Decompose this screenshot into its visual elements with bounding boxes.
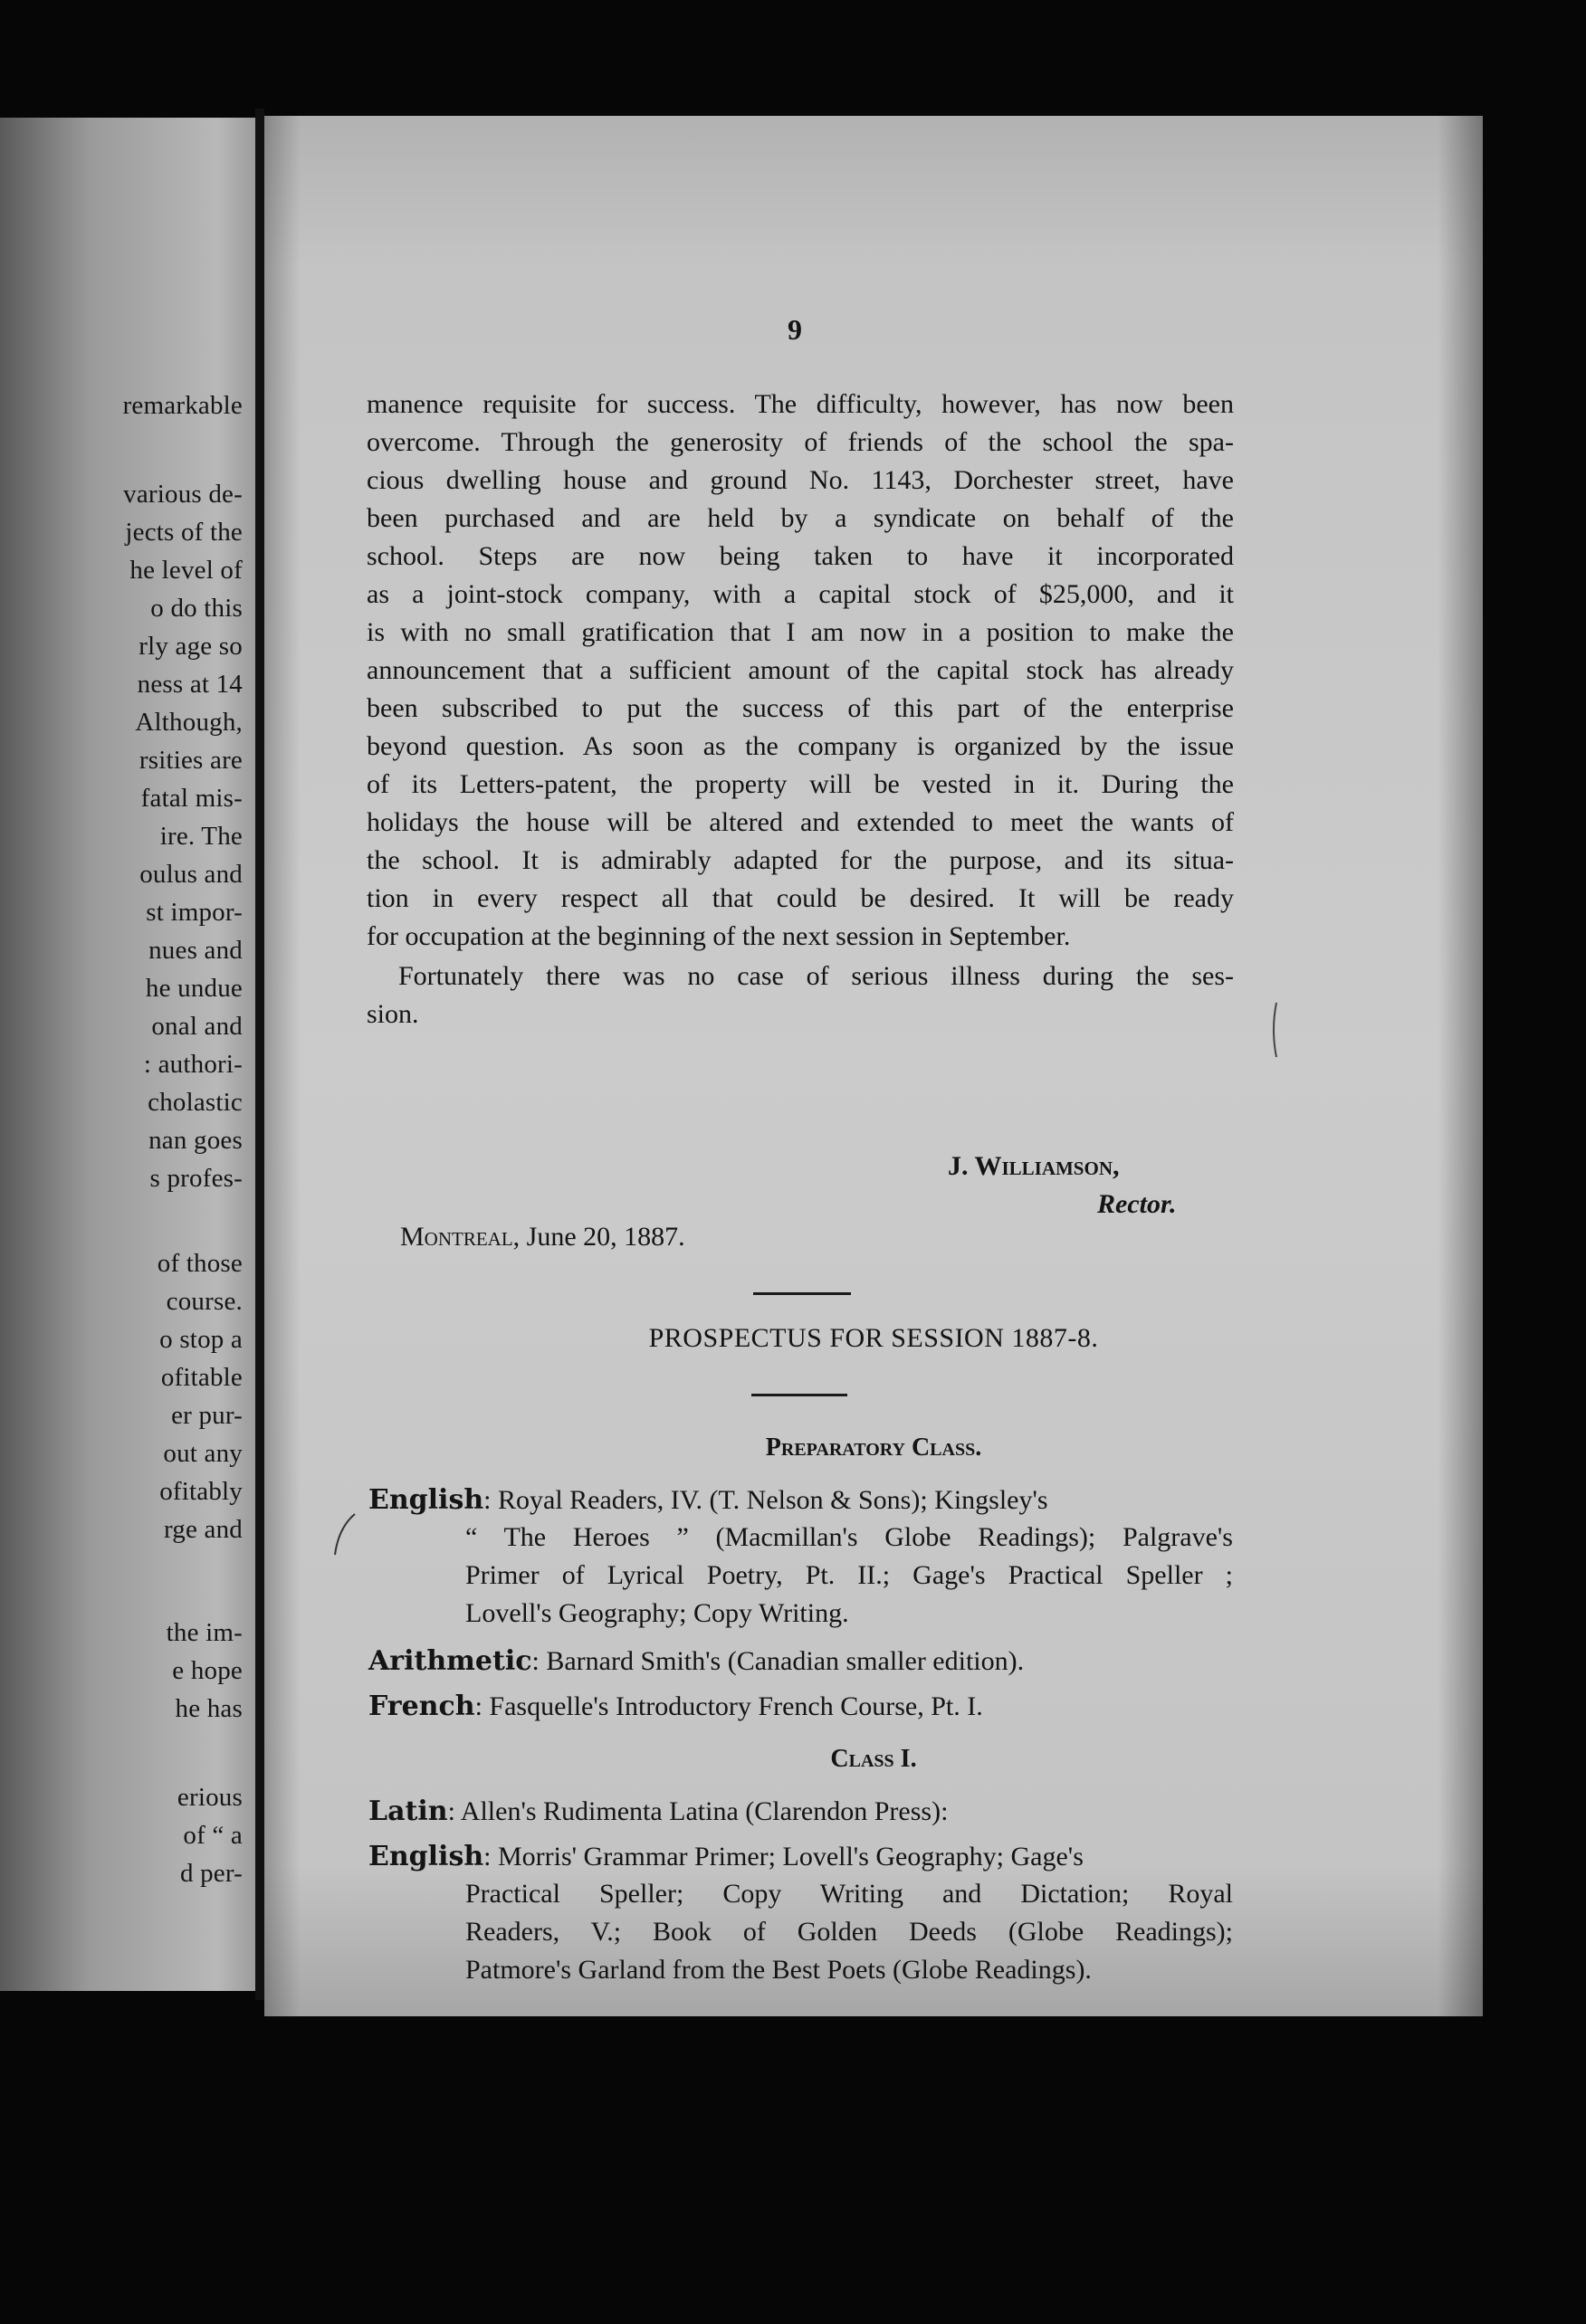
left-line: rsities are (139, 746, 243, 775)
left-line: he has (175, 1694, 243, 1723)
subject-label: Latin (368, 1795, 448, 1827)
left-line: Although, (135, 708, 243, 737)
dateline-place: Montreal, (400, 1222, 521, 1252)
entry-continuation: Lovell's Geography; Copy Writing. (465, 1598, 849, 1628)
left-line: ire. The (159, 822, 243, 851)
class-one-title: Class I. (830, 1745, 917, 1773)
left-line: he level of (129, 556, 243, 585)
entry-text: : Morris' Grammar Primer; Lovell's Geography; Gage's (483, 1842, 1084, 1872)
margin-pencil-mark (1274, 1003, 1276, 1057)
body-line: beyond question. As soon as the company is organized by the issue (367, 731, 1234, 761)
entry-text: : Fasquelle's Introductory French Course, Pt. I. (474, 1691, 983, 1721)
subject-label: French (368, 1691, 475, 1722)
body-line: for occupation at the beginning of the next session in September. (367, 921, 1071, 951)
entry-continuation: Practical Speller; Copy Writing and Dictation; Royal (465, 1879, 1233, 1909)
entry-continuation: Patmore's Garland from the Best Poets (Globe Readings). (465, 1955, 1092, 1985)
page-shadow-right (1438, 116, 1483, 2016)
body-line: announcement that a sufficient amount of the capital stock has already (367, 655, 1234, 685)
left-line: of “ a (183, 1821, 243, 1850)
signature-title: Rector. (1097, 1189, 1177, 1219)
left-line: onal and (151, 1012, 243, 1041)
left-line: remarkable (122, 391, 243, 420)
body-line: sion. (367, 999, 419, 1029)
left-line: cholastic (148, 1088, 243, 1117)
left-line: er pur- (171, 1401, 243, 1430)
left-line: he undue (145, 974, 243, 1003)
page-number: 9 (788, 313, 802, 346)
book-gutter (255, 109, 264, 2000)
left-line: various de- (123, 480, 243, 509)
left-line: of those (157, 1249, 243, 1278)
body-line: school. Steps are now being taken to have it incorporated (367, 541, 1234, 571)
margin-pencil-mark (335, 1514, 355, 1555)
left-line: out any (163, 1439, 243, 1468)
left-line: d per- (179, 1859, 243, 1888)
dateline (400, 1222, 685, 1252)
body-line: holidays the house will be altered and extended to meet the wants of (367, 807, 1234, 837)
entry-text: : Allen's Rudimenta Latina (Clarendon Press): (447, 1796, 949, 1826)
body-line: tion in every respect all that could be desired. It will be ready (367, 883, 1234, 913)
left-line: st impor- (146, 898, 243, 927)
left-line: rge and (163, 1515, 243, 1544)
dateline-date: June 20, 1887. (520, 1222, 685, 1252)
divider-rule (751, 1394, 847, 1396)
left-line: o stop a (159, 1325, 243, 1354)
body-line: been subscribed to put the success of this part of the enterprise (367, 693, 1234, 723)
left-line: course. (166, 1287, 243, 1316)
preparatory-arithmetic-entry (368, 1645, 1233, 1677)
left-line: nan goes (148, 1126, 243, 1155)
body-line: cious dwelling house and ground No. 1143, Dorchester street, have (367, 465, 1234, 495)
left-page-fragment (0, 118, 255, 1991)
page-9 (264, 116, 1483, 2016)
left-line: ofitably (159, 1477, 243, 1506)
subject-label: English (368, 1841, 484, 1872)
left-line: s profes- (149, 1164, 243, 1193)
body-line: overcome. Through the generosity of friends of the school the spa- (367, 427, 1234, 457)
left-line: o do this (150, 594, 243, 623)
entry-continuation: Primer of Lyrical Poetry, Pt. II.; Gage's Practical Speller ; (465, 1560, 1233, 1590)
entry-continuation: “ The Heroes ” (Macmillan's Globe Readings); Palgrave's (465, 1522, 1233, 1552)
left-line: ness at 14 (137, 670, 243, 699)
entry-continuation: Readers, V.; Book of Golden Deeds (Globe Readings); (465, 1917, 1233, 1947)
entry-text: : Royal Readers, IV. (T. Nelson & Sons); Kingsley's (483, 1485, 1048, 1515)
class-one-english-entry (368, 1841, 1233, 1872)
body-line: Fortunately there was no case of serious illness during the ses- (398, 961, 1234, 991)
left-line: fatal mis- (140, 784, 243, 813)
body-line: of its Letters-patent, the property will be vested in it. During the (367, 769, 1234, 799)
subject-label: Arithmetic (368, 1645, 532, 1677)
left-line: jects of the (125, 518, 243, 547)
left-line: : authori- (143, 1050, 243, 1079)
prospectus-heading: PROSPECTUS FOR SESSION 1887-8. (648, 1323, 1099, 1353)
body-line: the school. It is admirably adapted for the purpose, and its situa- (367, 845, 1234, 875)
preparatory-english-entry (368, 1484, 1233, 1516)
left-line: e hope (172, 1656, 243, 1685)
body-line: is with no small gratification that I am now in a position to make the (367, 617, 1234, 647)
divider-rule (753, 1292, 851, 1295)
class-one-latin-entry (368, 1795, 1233, 1827)
body-line: been purchased and are held by a syndicate on behalf of the (367, 503, 1234, 533)
left-line: the im- (166, 1618, 243, 1647)
left-line: rly age so (139, 632, 243, 661)
subject-label: English (368, 1484, 484, 1516)
page-shadow-left (264, 116, 301, 2016)
left-line: ofitable (160, 1363, 243, 1392)
preparatory-french-entry (368, 1691, 1233, 1722)
left-line: nues and (148, 936, 243, 965)
preparatory-class-title: Preparatory Class. (765, 1433, 982, 1462)
body-line: manence requisite for success. The difficulty, however, has now been (367, 389, 1234, 419)
left-line: oulus and (139, 860, 243, 889)
body-line: as a joint-stock company, with a capital stock of $25,000, and it (367, 579, 1234, 609)
left-line: erious (177, 1783, 243, 1812)
signature-name: J. Williamson, (948, 1151, 1120, 1181)
entry-text: : Barnard Smith's (Canadian smaller edition). (531, 1646, 1025, 1676)
